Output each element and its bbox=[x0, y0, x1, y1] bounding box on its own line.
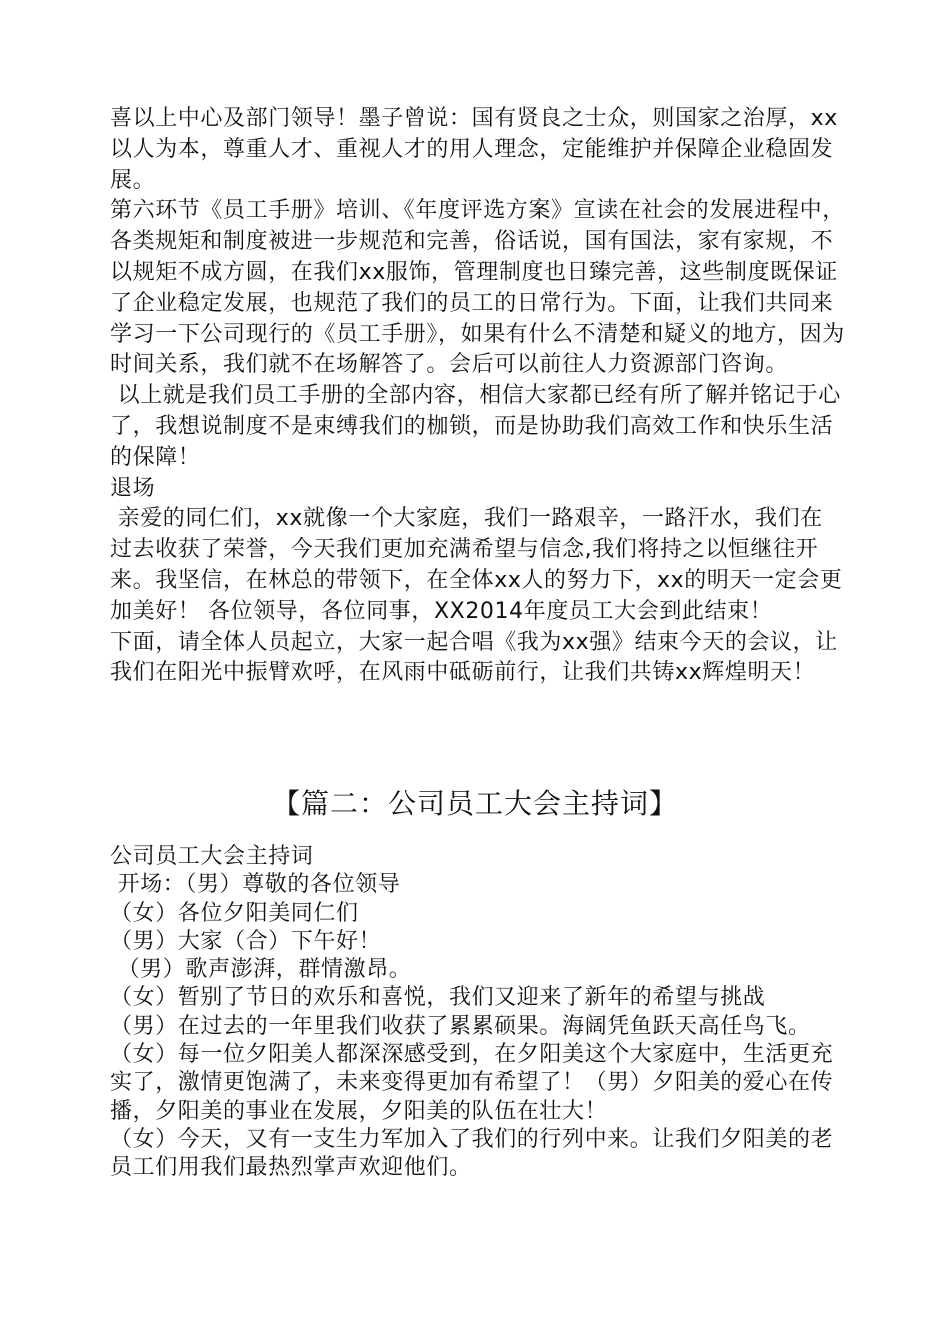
paragraph: 公司员工大会主持词 bbox=[110, 844, 314, 869]
paragraph: 喜以上中心及部门领导！墨子曾说：国有贤良之士众，则国家之治厚，xx以人为本，尊重人才、重视人才的用人理念，定能维护并保障企业稳固发展。 bbox=[110, 106, 838, 193]
paragraph: （男）大家（合）下午好！ bbox=[110, 928, 382, 954]
paragraph: 开场：（男）尊敬的各位领导 bbox=[110, 872, 401, 898]
paragraph: 亲爱的同仁们，xx就像一个大家庭，我们一路艰辛，一路汗水，我们在过去收获了荣誉，今天我们更加充满希望与信念,我们将持之以恒继往开来。我坚信，在林总的带领下，在全体xx人的努力下，xx的明天一定会更加美好！ 各位领导，各位同事，XX2014年度员工大会到此结束！ bbox=[110, 506, 843, 624]
paragraph: 下面，请全体人员起立，大家一起合唱《我为xx强》结束今天的会议，让我们在阳光中振臂欢呼，在风雨中砥砺前行，让我们共铸xx辉煌明天！ bbox=[110, 629, 838, 686]
section-heading: 【篇二：公司员工大会主持词】 bbox=[271, 787, 678, 820]
paragraph: 以上就是我们员工手册的全部内容，相信大家都已经有所了解并铭记于心了，我想说制度不是束缚我们的枷锁，而是协助我们高效工作和快乐生活的保障！ bbox=[110, 383, 841, 470]
paragraph: （女）今天，又有一支生力军加入了我们的行列中来。让我们夕阳美的老员工们用我们最热烈掌声欢迎他们。 bbox=[110, 1126, 834, 1181]
paragraph: （男）歌声澎湃，群情激昂。 bbox=[110, 957, 412, 983]
paragraph: （男）在过去的一年里我们收获了累累硕果。海阔凭鱼跃天高任鸟飞。 bbox=[110, 1013, 811, 1039]
paragraph: （女）各位夕阳美同仁们 bbox=[110, 900, 359, 926]
paragraph: （女）每一位夕阳美人都深深感受到，在夕阳美这个大家庭中，生活更充实了，激情更饱满了，未来变得更加有希望了！（男）夕阳美的爱心在传播，夕阳美的事业在发展，夕阳美的队伍在壮大！ bbox=[110, 1042, 834, 1124]
part1-text bbox=[110, 104, 845, 689]
paragraph: （女）暂别了节日的欢乐和喜悦，我们又迎来了新年的希望与挑战 bbox=[110, 985, 766, 1011]
part2-text bbox=[110, 843, 845, 1183]
paragraph: 退场 bbox=[110, 475, 156, 501]
paragraph: 第六环节《员工手册》培训、《年度评选方案》宣读在社会的发展进程中，各类规矩和制度被进一步规范和完善，俗话说，国有国法，家有家规，不以规矩不成方圆，在我们xx服饰，管理制度也日臻完善，这些制度既保证了企业稳定发展，也规范了我们的员工的日常行为。下面，让我们共同来学习一下公司现行的《员工手册》，如果有什么不清楚和疑义的地方，因为时间关系，我们就不在场解答了。会后可以前往人力资源部门咨询。 bbox=[110, 198, 845, 378]
